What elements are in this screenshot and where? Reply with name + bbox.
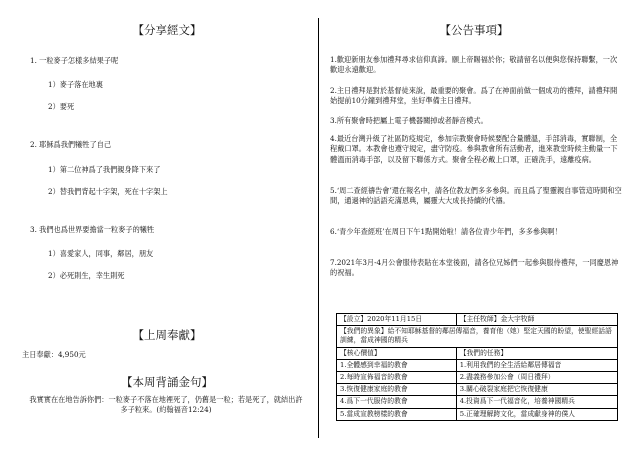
answer-2-2: 2）替我們背起十字架，死在十字架上 (48, 187, 168, 196)
core-value-item: 2.每時宣佈福音的教會 (337, 372, 457, 384)
notice-7: 7.2021年3月-4月公會服侍表貼在本堂後面，請各位兄姊們一起參與服侍禮拜，一同慶恩神的祝福。 (330, 258, 619, 278)
core-value-item: 1.全體感到幸福的教會 (337, 359, 457, 371)
senior-pastor: 【主任牧師】金大宇牧師 (456, 314, 617, 326)
notice-title: 【公告事項】 (439, 23, 509, 37)
mission-item: 2.盡義務參加公會（周日禮拜） (456, 372, 617, 384)
notice-6: 6.‘青少年查經班’在周日下午1點開始啦！請各位青少年們，多多參與啊！ (330, 227, 562, 236)
mission-item: 5.正確理解跨文化，當成獻身神的僕人 (456, 408, 617, 420)
founded-date: 【設立】2020年11月15日 (337, 314, 457, 326)
column-divider (318, 18, 319, 438)
vision-statement: 【我們的異象】給不知耶穌基督的鄰居傳福音，養育他（她）堅定天國的盼望，使聖經話語訓練，當成神國的精兵 (337, 326, 618, 347)
mission-item: 4.投資爲下一代福音化，培養神國精兵 (456, 396, 617, 408)
answer-2-1: 1）第二位神爲了我們親身降下來了 (48, 165, 161, 174)
answer-1-1: 1）麥子落在地裏 (48, 80, 103, 89)
answer-3-2: 2）必死則生，幸生則死 (48, 271, 125, 280)
core-value-item: 3.恢復健康家庭的教會 (337, 384, 457, 396)
question-3: 3. 我們也爲世界要擔當一粒麥子的犧牲 (30, 225, 155, 234)
missions-title: 【我們的任務】 (456, 347, 617, 359)
scripture-title: 【分享經文】 (132, 23, 202, 37)
church-info-table (336, 313, 618, 421)
memory-verse-text: 我實實在在地告訴你們：一粒麥子不落在地裡死了，仍舊是一粒；若是死了，就結出許多子粒來。(約翰福音12:24) (29, 395, 303, 415)
memory-verse-title: 【本周背誦金句】 (121, 375, 213, 389)
core-values-title: 【核心價值】 (337, 347, 457, 359)
answer-3-1: 1）喜愛家人，同事，鄰居，朋友 (48, 249, 154, 258)
mission-item: 1.利用我們的全生活給鄰居傳福音 (456, 359, 617, 371)
core-value-item: 4.爲下一代服侍的教會 (337, 396, 457, 408)
notice-3: 3.所有聚會時把屬上電子機器關掉或者靜音模式。 (330, 116, 488, 125)
mission-item: 3.關心破裂家庭把它恢復健康 (456, 384, 617, 396)
question-2: 2. 耶穌爲我們犧牲了自己 (30, 140, 112, 149)
core-value-item: 5.當成宣教榜樣的教會 (337, 408, 457, 420)
notice-2: 2.主日禮拜是對於基督徒來說，最重要的聚會。爲了在神面前做一個成功的禮拜，請禮拜開始提前10分鐘到禮拜堂，坐好準備主日禮拜。 (330, 86, 618, 106)
offering-title: 【上周奉獻】 (132, 328, 202, 342)
left-column (22, 0, 312, 452)
notice-1: 1.歡迎新朋友參加禮拜尋求信仰真諦。願上帝賜福於你；敬請留名以便與您保持聯繫，一次歡迎永遠歡迎。 (330, 55, 618, 75)
notice-4: 4.最近台灣升級了社區防疫規定，參加宗教聚會時候要配合量體溫，手部消毒，實聯制，全程戴口罩。本教會也遵守規定，盡守防疫。參與教會所有活動者，進來教堂時候主動量一下體溫而消毒手部，以及留下聯係方式。聚會全程必戴上口罩，正確洗手，遠離疫病。 (330, 134, 618, 164)
question-1: 1. 一粒麥子怎樣多結果子呢 (30, 56, 119, 65)
answer-1-2: 2）要死 (48, 102, 75, 111)
notice-5: 5.‘周二查經禱告會’還在報名中，請各位教友們多多參與。而且爲了聖靈親自事管這時間和空間，通過神的話語充滿恩典，屬靈大大成長持續的代禱。 (330, 186, 622, 206)
offering-text: 主日奉獻：4,950元 (22, 350, 86, 359)
